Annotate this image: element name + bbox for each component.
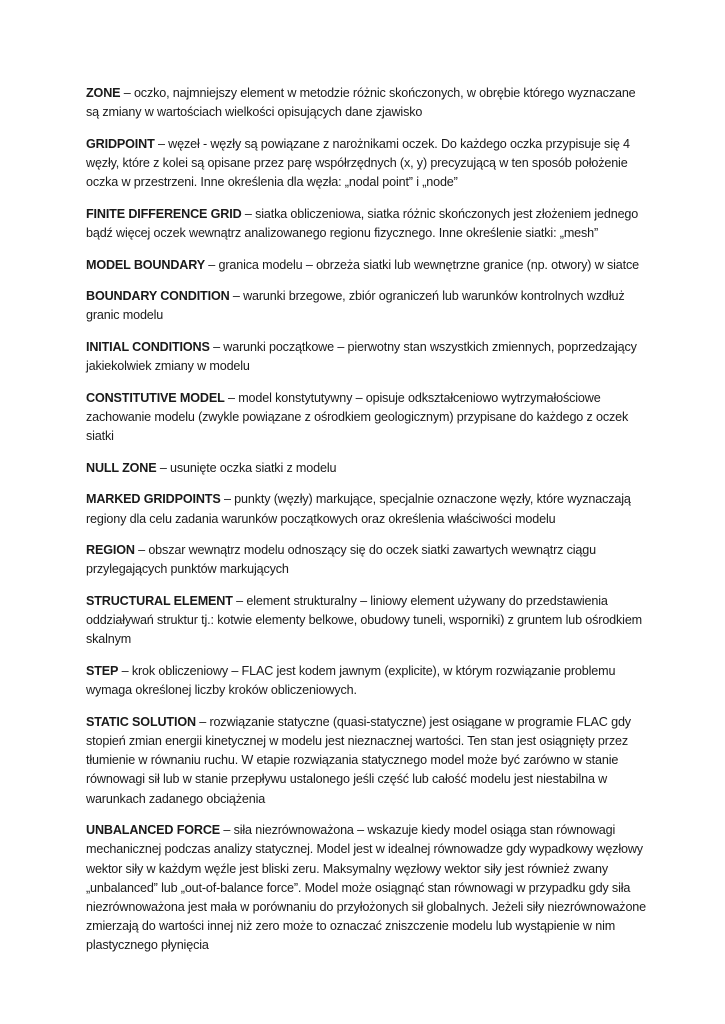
glossary-entry-zone	[86, 84, 648, 122]
glossary-entry-boundary-condition	[86, 287, 648, 325]
definition-null-zone: – usunięte oczka siatki z modelu	[156, 460, 337, 475]
term-gridpoint: GRIDPOINT	[86, 136, 155, 151]
term-structural-element: STRUCTURAL ELEMENT	[86, 593, 233, 608]
term-model-boundary: MODEL BOUNDARY	[86, 257, 205, 272]
term-initial-conditions: INITIAL CONDITIONS	[86, 339, 210, 354]
glossary-entry-step	[86, 662, 648, 700]
definition-region: – obszar wewnątrz modelu odnoszący się do oczek siatki zawartych wewnątrz ciągu przylegających punktów markujących	[86, 543, 596, 577]
definition-static-solution: – rozwiązanie statyczne (quasi-statyczne) jest osiągane w programie FLAC gdy stopień zmian energii kinetycznej w modelu jest nieznacznej wartości. Ten stan jest osiągnięty przez tłumienie w równaniu ruchu. W etapie rozwiązania statycznego model może być zarówno w stanie równowagi sił lub w stanie przepływu ustalonego jeśli część lub całość modelu jest niestabilna w warunkach zadanego obciążenia	[86, 714, 631, 806]
term-unbalanced-force: UNBALANCED FORCE	[86, 823, 221, 838]
term-zone: ZONE	[86, 86, 121, 100]
glossary-entry-static-solution	[86, 713, 648, 809]
term-region: REGION	[86, 543, 135, 558]
definition-boundary-condition: – warunki brzegowe, zbiór ograniczeń lub warunków kontrolnych wzdłuż granic modelu	[86, 289, 625, 323]
definition-zone: – oczko, najmniejszy element w metodzie różnic skończonych, w obrębie którego wyznaczane są zmiany w wartościach wielkości opisujących dane zjawisko	[86, 86, 636, 120]
glossary-entry-unbalanced-force	[86, 821, 648, 955]
glossary-entry-model-boundary	[86, 256, 648, 275]
term-boundary-condition: BOUNDARY CONDITION	[86, 289, 230, 304]
definition-step: – krok obliczeniowy – FLAC jest kodem jawnym (explicite), w którym rozwiązanie problemu wymaga określonej liczby kroków obliczeniowych.	[86, 663, 616, 698]
term-null-zone: NULL ZONE	[86, 460, 157, 475]
glossary-entry-structural-element	[86, 592, 648, 650]
term-static-solution: STATIC SOLUTION	[86, 714, 196, 729]
definition-finite-difference-grid: – siatka obliczeniowa, siatka różnic skończonych jest złożeniem jednego bądź więcej oczek wewnątrz analizowanego regionu fizycznego. Inne określenie siatki: „mesh”	[86, 206, 639, 240]
glossary-entry-gridpoint	[86, 135, 648, 193]
term-step: STEP	[86, 663, 119, 678]
term-marked-gridpoints: MARKED GRIDPOINTS	[86, 492, 221, 507]
definition-model-boundary: – granica modelu – obrzeża siatki lub wewnętrzne granice (np. otwory) w siatce	[204, 257, 639, 272]
term-finite-difference-grid: FINITE DIFFERENCE GRID	[86, 206, 242, 221]
definition-unbalanced-force: – siła niezrównoważona – wskazuje kiedy model osiąga stan równowagi mechanicznej podczas analizy statycznej. Model jest w idealnej równowadze gdy wypadkowy węzłowy wektor siły w każdym węźle jest bliski zeru. Maksymalny węzłowy wektor siły jest również zwany „unbalanced” lub „out-of-balance force”. Model może osiągnąć stan równowagi w przypadku gdy siła niezrównoważona jest mała w porównaniu do przyłożonych sił globalnych. Jeżeli siły niezrównoważone zmierzają do wartości innej niż zero może to oznaczać zniszczenie modelu lub wystąpienie w nim plastycznego płynięcia	[86, 823, 647, 953]
glossary-entry-initial-conditions	[86, 338, 648, 376]
document-page	[86, 84, 648, 968]
definition-constitutive-model: – model konstytutywny – opisuje odkształceniowo wytrzymałościowe zachowanie modelu (zwykle powiązane z ośrodkiem geologicznym) przypisane do każdego z oczek siatki	[86, 390, 629, 444]
glossary-entry-region	[86, 541, 648, 579]
definition-marked-gridpoints: – punkty (węzły) markujące, specjalnie oznaczone węzły, które wyznaczają regiony dla celu zadania warunków początkowych oraz określenia właściwości modelu	[86, 492, 631, 526]
definition-initial-conditions: – warunki początkowe – pierwotny stan wszystkich zmiennych, poprzedzający jakiekolwiek zmiany w modelu	[86, 339, 637, 374]
term-constitutive-model: CONSTITUTIVE MODEL	[86, 390, 225, 405]
definition-gridpoint: – węzeł - węzły są powiązane z narożnikami oczek. Do każdego oczka przypisuje się 4 węzły, które z kolei są opisane przez parę współrzędnych (x, y) precyzującą w ten sposób położenie oczka w przestrzeni. Inne określenia dla węzła: „nodal point” i „node”	[86, 136, 630, 190]
glossary-entry-null-zone	[86, 459, 648, 478]
glossary-entry-constitutive-model	[86, 389, 648, 447]
glossary-entry-marked-gridpoints	[86, 490, 648, 528]
definition-structural-element: – element strukturalny – liniowy element używany do przedstawienia oddziaływań struktur tj.: kotwie elementy belkowe, obudowy tuneli, wsporniki) z gruntem lub ośrodkiem skalnym	[86, 593, 643, 647]
glossary-entry-finite-difference-grid	[86, 205, 648, 243]
